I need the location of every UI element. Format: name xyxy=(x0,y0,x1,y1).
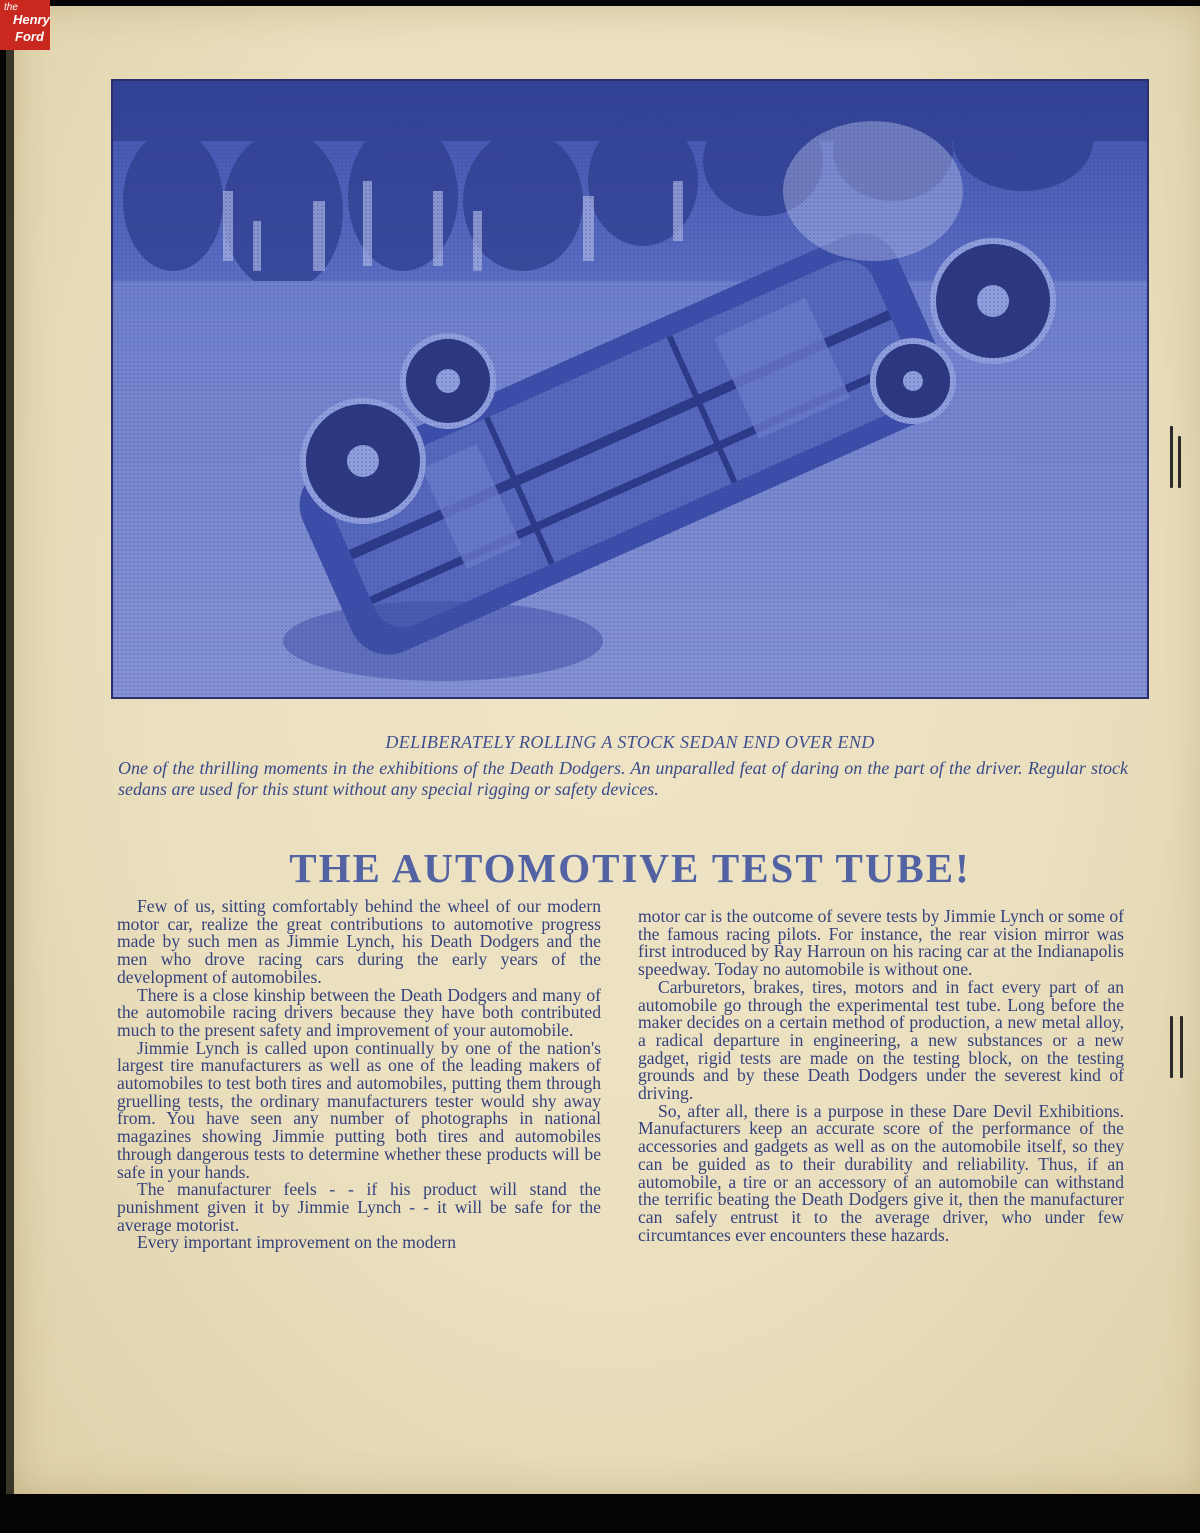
paragraph: There is a close kinship between the Death Dodgers and many of the automobile racing drivers because they have both contributed much to the present safety and improvement of your automobile. xyxy=(117,984,601,1040)
binding-staple xyxy=(1170,426,1173,488)
paragraph: motor car is the outcome of severe tests by Jimmie Lynch or some of the famous racing pilots. For instance, the rear vision mirror was first introduced by Ray Harroun on his racing car at the Indianapolis speedway. Today no automobile is without one. xyxy=(638,906,1124,980)
binding-staple xyxy=(1178,436,1181,488)
henry-ford-logo xyxy=(0,0,50,50)
article-right-column xyxy=(638,908,1124,1244)
photo-rolling-sedan xyxy=(111,79,1149,699)
photo-caption-title: DELIBERATELY ROLLING A STOCK SEDAN END OVER END xyxy=(385,732,875,752)
binding-staple xyxy=(1180,1016,1183,1078)
logo-henry: Henry xyxy=(13,12,50,27)
logo-the: the xyxy=(4,2,18,13)
paragraph: Every important improvement on the modern xyxy=(137,1232,457,1253)
logo-ford: Ford xyxy=(15,29,44,44)
paragraph: So, after all, there is a purpose in these Dare Devil Exhibitions. Manufacturers keep an accurate score of the performance of the accessories and gadgets as well as on the automobile itself, so they can be guided as to their durability and reliability. Thus, if an automobile, a tire or an accessory of an automobile can withstand the terrific beating the Death Dodgers give it, then the manufacturer can safely entrust it to the average driver, who under few circumtances ever encounters these hazards. xyxy=(638,1100,1124,1245)
paragraph: Jimmie Lynch is called upon continually by one of the nation's largest tire manufacturers as well as one of the leading makers of automobiles to test both tires and automobiles, putting them through gruelling tests, the ordinary manufacturers tester would shy away from. You have seen any number of photographs in national magazines showing Jimmie putting both tires and automobiles through dangerous tests to determine whether these products will be safe in your hands. xyxy=(117,1037,601,1182)
paragraph: The manufacturer feels - - if his product will stand the punishment given it by Jimmie Lynch - - it will be safe for the average motorist. xyxy=(117,1179,601,1235)
binding-staple xyxy=(1170,1016,1173,1078)
article-headline: THE AUTOMOTIVE TEST TUBE! xyxy=(289,845,971,891)
magazine-page xyxy=(6,6,1200,1494)
paragraph: Few of us, sitting comfortably behind the wheel of our modern motor car, realize the great contributions to automotive progress made by such men as Jimmie Lynch, his Death Dodgers and the men who drove racing cars during the early years of the development of automobiles. xyxy=(117,896,601,987)
paragraph: Carburetors, brakes, tires, motors and in fact every part of an automobile go through the experimental test tube. Long before the maker decides on a certain method of production, a new metal alloy, a radical departure in engineering, a new substances or a new gadget, rigid tests are made on the testing block, on the testing grounds and by these Death Dodgers under the severest kind of driving. xyxy=(638,976,1124,1104)
photo-caption-body: One of the thrilling moments in the exhibitions of the Death Dodgers. An unparalled feat of daring on the part of the driver. Regular stock sedans are used for this stunt without any special rigging or safety devices. xyxy=(118,758,1128,799)
article-left-column xyxy=(117,898,601,1252)
